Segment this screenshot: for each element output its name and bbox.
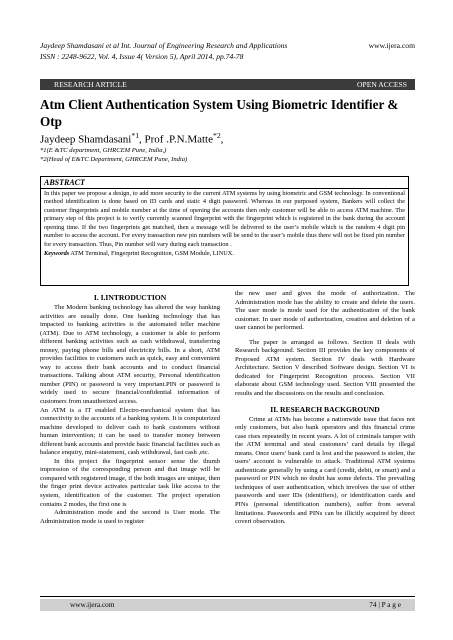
right-column <box>235 290 415 527</box>
footer-divider <box>40 596 415 597</box>
author-1-mark: *1 <box>131 131 140 140</box>
abstract-heading: ABSTRACT <box>41 178 408 189</box>
paragraph: Crime at ATMs has become a nationwide issue that faces not only customers, but also bank operators and this financial crime case rises repeatedly in recent years. A lot of criminals tamper with the ATM terminal and steal customers’ card details by illegal means. Once users’ bank card is lost and the password is stolen, the users’ account is vulnerable to attack. Traditional ATM systems authenticate generally by using a card (credit, debit, or smart) and a password or PIN which no doubt has some defects. The prevailing techniques of user authentication, which involves the use of either passwords and user IDs (identifiers), or identification cards and PINs (personal identification numbers), suffer from several limitations. Passwords and PINs can be illicitly acquired by direct covert observation. <box>235 415 415 526</box>
footer-url[interactable]: www.ijera.com <box>70 600 115 609</box>
paragraph: the new user and gives the mode of authorization. The Administration mode has the ability to create and delete the users. The user mode is mode used for the authentication of the bank customer. In user mode of authorization, creation and deletion of a user cannot be performed. <box>235 290 415 332</box>
paragraph: An ATM is a IT enabled Electro-mechanical system that has connectivity to the accounts of a banking system. It is computerized machine developed to deliver cash to bank customers without human intervention; it can be used to transfer money between different bank accounts and provide basic financial facilities such as balance enquiry, mini-statement, cash withdrawal, fast cash ,etc. <box>40 406 220 457</box>
author-2-mark: *2 <box>212 131 221 140</box>
section-introduction-heading: I. I.INTRODUCTION <box>93 293 167 302</box>
abstract-box <box>40 176 409 286</box>
author-line <box>40 131 223 146</box>
article-banner <box>40 79 415 90</box>
section-research-background-heading: II. RESEARCH BACKGROUND <box>270 404 380 414</box>
journal-citation: Jaydeep Shamdasani et al Int. Journal of Engineering Research and Applications <box>40 41 288 50</box>
affiliation-1: *1(E &TC department, GHRCEM Pune, India,) <box>40 147 167 154</box>
journal-url[interactable]: www.ijera.com <box>368 41 415 50</box>
author-2: , Prof .P.N.Matte <box>139 133 213 146</box>
keywords-label: Keywords <box>44 250 70 258</box>
paragraph: In this project the fingerprint sensor sense the thumb impression of the corresponding person and that image will be compared with registered image, if the both images are unique, then the finger print device activates particular task like access to the system, identification of the customer. The project operation contains 2 modes, the first one is <box>40 457 220 508</box>
keywords-text: ATM Terminal, Fingerprint Recognition, GSM Module, LINUX. <box>69 250 234 258</box>
abstract-body: In this paper we propose a design, to add more security to the current ATM systems by using biometric and GSM technology. In conventional method identification is done based on ID cards and static 4 digit password. Whereas in our purposed system, Bankers will collect the customer fingerprints and mobile number at the time of opening the accounts then only customer will be able to access ATM machine. The primary step of this project is to verify currently scanned fingerprint with the fingerprint which is registered in the bank during the account opening time. If the two fingerprints get matched, then a message will be delivered to the user’s mobile which is the random 4 digit pin number to access the account. For every transaction new pin numbers will be send to the user’s mobile thus there will not be fixed pin number for every transaction. Thus, Pin number will vary during each transaction . <box>44 190 405 248</box>
access-type: OPEN ACCESS <box>356 80 407 89</box>
author-1: Jaydeep Shamdasani <box>40 133 132 146</box>
author-line-end: , <box>220 133 224 146</box>
article-type: RESEARCH ARTICLE <box>54 80 127 89</box>
paragraph: Administration mode and the second is User mode. The Administration mode is used to register <box>40 509 220 525</box>
journal-issn: ISSN : 2248-9622, Vol. 4, Issue 4( Version 5), April 2014, pp.74-78 <box>40 52 244 61</box>
page-footer <box>40 599 415 611</box>
paragraph: The paper is arranged as follows. Section II deals with Research background. Section III provides the key components of Proposed ATM system. Section IV deals with Hardware Architecture. Section V described Software design. Section VI is dedicated for Fingerprint Recognition process. Section VII elaborate about GSM technology used. Section VIII presented the results and the discussions on the results and conclusion. <box>235 338 415 398</box>
paper-title: Atm Client Authentication System Using Biometric Identifier & Otp <box>40 97 399 129</box>
page-number: 74 | P a g e <box>369 600 401 609</box>
left-column <box>40 293 220 526</box>
paragraph: The Modern banking technology has altered the way banking activities are usually done. One banking technology that has impacted to banking activities is the automated teller machine (ATM). Due to ATM technology, a customer is able to perform different banking activities such as cash withdrawal, transferring money, paying phone bills and electricity bills. In a short, ATM provides facilities to customers such as quick, easy and convenient way to access their bank accounts and to conduct financial transactions. Talking about ATM security, Personal identification number (PIN) or password is very important.PIN or password is widely used to secure financial/confidential information of customers from unauthorized access. <box>40 304 220 406</box>
keywords <box>44 250 405 259</box>
journal-header <box>40 40 415 62</box>
affiliation-2: *2(Head of E&TC Department, GHRCEM Pune, India) <box>40 156 188 163</box>
